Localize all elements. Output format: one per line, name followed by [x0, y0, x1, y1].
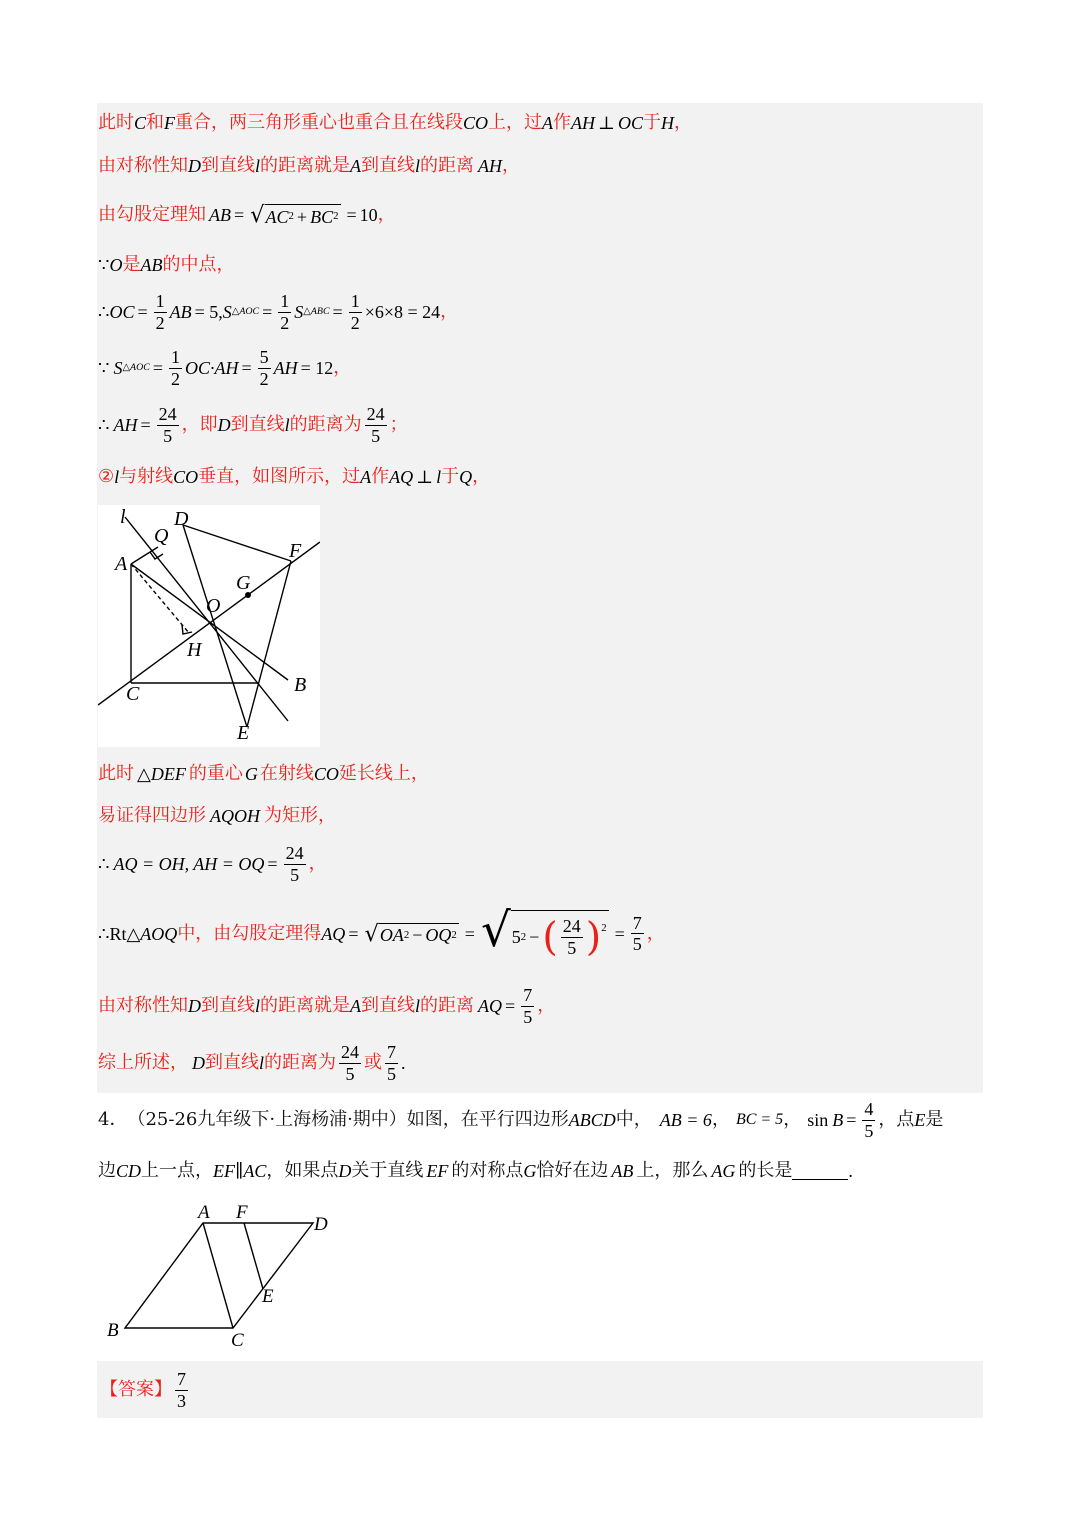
- text: ，: [472, 466, 491, 487]
- math-var: AH: [478, 156, 503, 176]
- numerator: 7: [177, 1369, 186, 1389]
- equals: =: [614, 923, 625, 944]
- text: 此时: [98, 112, 134, 133]
- math-var: l: [114, 467, 120, 487]
- value: = 12: [300, 358, 334, 379]
- label-C: C: [231, 1330, 244, 1351]
- value: ×6×8 = 24: [364, 302, 441, 323]
- solution-line-8: [98, 468, 490, 486]
- math-var: O: [109, 255, 123, 275]
- numerator: 4: [864, 1099, 874, 1119]
- denominator: 5: [345, 1063, 355, 1084]
- math-var: D: [188, 156, 201, 176]
- equals: =: [332, 302, 343, 323]
- math-var: AB: [140, 255, 163, 275]
- math-var: l: [255, 156, 261, 176]
- exponent: 2: [451, 928, 457, 941]
- label-Q: Q: [154, 525, 169, 547]
- text: 由勾股定理知: [98, 204, 206, 226]
- segment-EF: [244, 1223, 263, 1289]
- text: 重合，两三角形重心也重合且在线段: [175, 112, 464, 133]
- equals: =: [267, 854, 278, 875]
- radicand: [265, 204, 341, 227]
- text: ，: [673, 112, 692, 133]
- sqrt: [250, 204, 340, 227]
- math-var: F: [164, 113, 176, 133]
- label-A: A: [198, 1202, 210, 1223]
- fraction: [154, 292, 167, 333]
- label-G: G: [236, 572, 251, 594]
- minus: −: [412, 925, 423, 946]
- fraction: [365, 405, 387, 446]
- math-func: sin: [807, 1110, 829, 1131]
- math-var: G: [523, 1161, 537, 1181]
- text: ，: [333, 357, 352, 379]
- math-var: D: [192, 1053, 205, 1074]
- solution-line-3: [98, 204, 396, 227]
- numerator: 1: [170, 347, 180, 367]
- denominator: 2: [350, 312, 360, 333]
- math-var: BC: [310, 206, 334, 227]
- math-var: l: [259, 1053, 265, 1074]
- math-expr: AB = 6: [659, 1110, 712, 1131]
- perp-symbol: ⊥: [598, 113, 615, 133]
- equals: =: [464, 923, 475, 944]
- fraction: [284, 844, 306, 885]
- text: 于: [642, 112, 661, 133]
- denominator: 5: [290, 864, 300, 885]
- text: .: [401, 1053, 406, 1074]
- fraction: [561, 917, 583, 958]
- label-D: D: [314, 1214, 328, 1235]
- math-var: S: [222, 302, 232, 323]
- text: ，点: [878, 1109, 915, 1131]
- text: 的距离: [420, 995, 475, 1017]
- denominator: 5: [567, 937, 577, 958]
- text: 的距离就是: [260, 995, 351, 1017]
- text: ，即: [181, 414, 218, 436]
- equals: =: [241, 358, 252, 379]
- math-var: AH: [571, 113, 596, 133]
- therefore-symbol: ∴: [98, 854, 110, 875]
- text: ，: [783, 1109, 802, 1131]
- text: 到直线: [230, 414, 285, 436]
- solution-line-2: [98, 157, 520, 175]
- right-paren: ): [585, 913, 602, 960]
- text: 的对称点: [451, 1160, 524, 1181]
- denominator: 2: [170, 368, 180, 389]
- math-var: AC: [265, 206, 289, 227]
- text: ，如果点: [266, 1160, 339, 1181]
- solution-line-10: [98, 807, 336, 825]
- math-expr: EF∥AC: [213, 1161, 267, 1181]
- solution-line-4: [98, 256, 234, 274]
- solution-line-9: [98, 765, 429, 783]
- radical-icon: √: [364, 920, 379, 947]
- problem4-line-2: [98, 1162, 853, 1180]
- radical-icon: √: [480, 904, 511, 958]
- exponent: 2: [520, 930, 527, 943]
- solution-line-7: [98, 405, 408, 446]
- math-var: A: [542, 113, 554, 133]
- fraction: [157, 405, 179, 446]
- label-F: F: [236, 1202, 248, 1223]
- fraction: [339, 1043, 361, 1084]
- parallelogram-figure: [98, 1198, 343, 1353]
- value: = 5,: [194, 302, 223, 323]
- text: 上，过: [488, 112, 543, 133]
- math-var: OA: [379, 925, 404, 946]
- math-var: E: [914, 1110, 926, 1131]
- exponent: 2: [288, 210, 294, 223]
- math-var: l: [255, 996, 261, 1017]
- math-var: AB: [169, 302, 192, 323]
- text: 的长是: [738, 1160, 793, 1181]
- therefore-symbol: ∴: [98, 415, 110, 436]
- label-B: B: [294, 674, 307, 696]
- text: 和: [146, 112, 165, 133]
- numerator: 24: [341, 1042, 360, 1062]
- text: ，: [440, 301, 459, 323]
- answer-fraction: [175, 1370, 188, 1411]
- math-var: CO: [463, 113, 489, 133]
- minus: −: [529, 927, 540, 948]
- problem-number: 4．: [98, 1109, 128, 1131]
- numerator: 7: [523, 985, 533, 1005]
- fraction: [631, 914, 644, 955]
- math-var: OQ: [425, 925, 452, 946]
- text: 的距离: [420, 155, 475, 176]
- numerator: 24: [366, 404, 385, 424]
- math-var: l: [284, 415, 290, 436]
- text: 中，由勾股定理得: [177, 922, 322, 944]
- value: 5: [511, 927, 521, 948]
- denominator: 3: [177, 1390, 186, 1411]
- math-expr: AQ = OH, AH = OQ: [113, 854, 265, 875]
- math-var: OC: [109, 302, 135, 323]
- math-var: Rt: [109, 923, 127, 944]
- math-var: B: [832, 1110, 844, 1131]
- math-var: AH: [273, 358, 298, 379]
- plus: +: [296, 206, 308, 227]
- equals: =: [346, 205, 357, 226]
- math-var: l: [436, 467, 442, 487]
- math-var: l: [415, 156, 421, 176]
- numerator: 5: [259, 347, 269, 367]
- problem4-line-1: [98, 1100, 943, 1141]
- diagonal-AC: [203, 1223, 233, 1328]
- label-D: D: [174, 508, 189, 530]
- text: ，: [308, 853, 327, 875]
- left-paren: (: [542, 913, 558, 960]
- denominator: 5: [387, 1063, 397, 1084]
- sqrt: [364, 920, 458, 947]
- text: 是: [122, 254, 141, 275]
- math-var: CD: [116, 1161, 142, 1181]
- math-var: D: [188, 996, 201, 1017]
- text: 到直线: [205, 1052, 259, 1074]
- denominator: 5: [163, 425, 173, 446]
- fraction: [521, 986, 534, 1027]
- label-E: E: [237, 722, 250, 744]
- text: 到直线: [361, 995, 416, 1017]
- text: 作: [553, 112, 572, 133]
- numerator: 24: [562, 916, 581, 936]
- math-var: A: [360, 467, 372, 487]
- parallelogram-ABCD: [125, 1223, 313, 1328]
- label-O: O: [206, 595, 221, 617]
- value: 10: [359, 205, 378, 226]
- text: 作: [371, 466, 390, 487]
- math-var: CO: [173, 467, 199, 487]
- circled-number: ②: [98, 466, 115, 487]
- math-var: AB: [209, 205, 231, 226]
- text: ，: [711, 1109, 730, 1131]
- equals: =: [505, 996, 516, 1017]
- text: 由对称性知: [98, 155, 188, 176]
- equals: =: [152, 358, 163, 379]
- because-symbol: ∵: [98, 255, 110, 275]
- text: 到直线: [201, 995, 255, 1017]
- text: ，: [646, 922, 665, 944]
- radicand: [511, 910, 609, 958]
- math-var: △AOQ: [126, 923, 178, 944]
- answer-blank[interactable]: [792, 1163, 848, 1180]
- fraction: [349, 292, 362, 333]
- subscript: △AOC: [122, 362, 150, 374]
- text: 边: [98, 1160, 116, 1181]
- text: 的距离为: [264, 1052, 337, 1074]
- text: 上一点，: [141, 1160, 214, 1181]
- text: 到直线: [201, 155, 255, 176]
- math-var: AG: [711, 1161, 736, 1181]
- fraction: [258, 348, 271, 389]
- text: ；: [389, 414, 408, 436]
- math-var: AH: [113, 415, 138, 436]
- text: 在射线: [259, 763, 314, 784]
- text: 此时: [98, 763, 134, 784]
- math-var: G: [244, 764, 258, 784]
- math-var: AQ: [389, 467, 414, 487]
- label-C: C: [126, 683, 140, 705]
- math-var: EF: [426, 1161, 449, 1181]
- solution-line-12: [98, 904, 665, 960]
- math-var: S: [294, 302, 304, 323]
- text: 上，那么: [636, 1160, 709, 1181]
- text: 如图，在平行四边形: [406, 1109, 569, 1131]
- label-l: l: [120, 506, 126, 528]
- text: 易证得四边形: [98, 805, 206, 826]
- text: 的中点，: [162, 254, 235, 275]
- text: 于: [441, 466, 460, 487]
- solution-line-5: [98, 292, 458, 333]
- equals: =: [348, 923, 359, 944]
- math-var: AB: [611, 1161, 634, 1181]
- sqrt-large: [480, 904, 609, 960]
- numerator: 24: [158, 404, 177, 424]
- fraction: [862, 1100, 875, 1141]
- math-var: △DEF: [137, 764, 186, 784]
- math-expr: OC·AH: [184, 358, 239, 379]
- text: 由对称性知: [98, 995, 188, 1017]
- text: 延长线上，: [338, 763, 429, 784]
- therefore-symbol: ∴: [98, 302, 110, 323]
- math-var: CO: [313, 764, 339, 784]
- math-var: Q: [459, 467, 473, 487]
- numerator: 1: [155, 291, 165, 311]
- math-var: H: [660, 113, 674, 133]
- radical-icon: √: [250, 202, 265, 228]
- denominator: 2: [259, 368, 269, 389]
- solution-line-13: [98, 986, 555, 1027]
- label-B: B: [107, 1320, 119, 1341]
- text: .: [848, 1161, 853, 1181]
- text: 的距离就是: [260, 155, 351, 176]
- solution-line-14: [98, 1043, 406, 1084]
- subscript: △ABC: [303, 306, 330, 318]
- math-var: AQ: [321, 923, 346, 944]
- text: 综上所述，: [98, 1052, 188, 1074]
- math-var: AQOH: [210, 806, 260, 826]
- text: 垂直，如图所示，过: [198, 466, 361, 487]
- denominator: 2: [155, 312, 165, 333]
- text: 到直线: [361, 155, 416, 176]
- math-expr: BC = 5: [735, 1111, 784, 1129]
- exponent: 2: [403, 928, 410, 941]
- problem-source: （25-26九年级下·上海杨浦·期中）: [127, 1109, 407, 1131]
- denominator: 5: [632, 934, 642, 955]
- text: 为矩形，: [264, 805, 336, 826]
- denominator: 5: [523, 1006, 533, 1027]
- denominator: 2: [280, 312, 290, 333]
- answer-panel: [97, 1361, 983, 1418]
- equals: =: [846, 1110, 857, 1131]
- text: 的重心: [188, 763, 243, 784]
- numerator: 24: [285, 843, 304, 863]
- solution-line-6: [98, 348, 351, 389]
- math-var: l: [415, 996, 421, 1017]
- text: ，: [537, 995, 556, 1017]
- fraction: [385, 1043, 398, 1084]
- math-var: A: [350, 156, 362, 176]
- exponent: 2: [333, 210, 339, 223]
- because-symbol: ∵: [98, 358, 110, 379]
- math-var: S: [113, 358, 123, 379]
- numerator: 1: [350, 291, 360, 311]
- math-var: D: [338, 1161, 352, 1181]
- solution-line-11: [98, 844, 327, 885]
- equals: =: [234, 205, 245, 226]
- math-var: ABCD: [568, 1110, 616, 1131]
- label-F: F: [289, 540, 302, 562]
- fraction: [169, 348, 182, 389]
- exponent: 2: [601, 922, 607, 934]
- denominator: 5: [371, 425, 381, 446]
- numerator: 7: [632, 912, 642, 933]
- perp-symbol: ⊥: [416, 467, 434, 487]
- label-H: H: [187, 639, 202, 661]
- label-E: E: [262, 1286, 274, 1307]
- solution-line-1: [98, 114, 692, 132]
- math-var: OC: [617, 113, 643, 133]
- fraction: [278, 292, 291, 333]
- text: 或: [364, 1052, 383, 1074]
- text: 恰好在边: [536, 1160, 609, 1181]
- text: ，: [502, 155, 521, 176]
- radicand: [379, 923, 459, 946]
- math-var: C: [134, 113, 147, 133]
- math-var: AQ: [478, 996, 503, 1017]
- subscript: △AOC: [231, 306, 260, 318]
- math-var: D: [217, 415, 231, 436]
- text: 是: [925, 1109, 944, 1131]
- label-A: A: [115, 553, 128, 575]
- answer-label: 【答案】: [100, 1379, 172, 1401]
- denominator: 5: [864, 1120, 874, 1141]
- equals: =: [137, 302, 148, 323]
- numerator: 7: [387, 1042, 397, 1062]
- answer-line: [100, 1370, 191, 1411]
- equals: =: [140, 415, 151, 436]
- math-var: A: [350, 996, 362, 1017]
- text: 关于直线: [351, 1160, 424, 1181]
- geometry-figure-1: [98, 505, 320, 747]
- text: ，: [377, 204, 396, 226]
- numerator: 1: [280, 291, 290, 311]
- therefore-symbol: ∴: [98, 923, 110, 944]
- text: 的距离为: [289, 414, 362, 436]
- text: 中，: [615, 1109, 652, 1131]
- equals: =: [262, 302, 273, 323]
- text: 与射线: [119, 466, 174, 487]
